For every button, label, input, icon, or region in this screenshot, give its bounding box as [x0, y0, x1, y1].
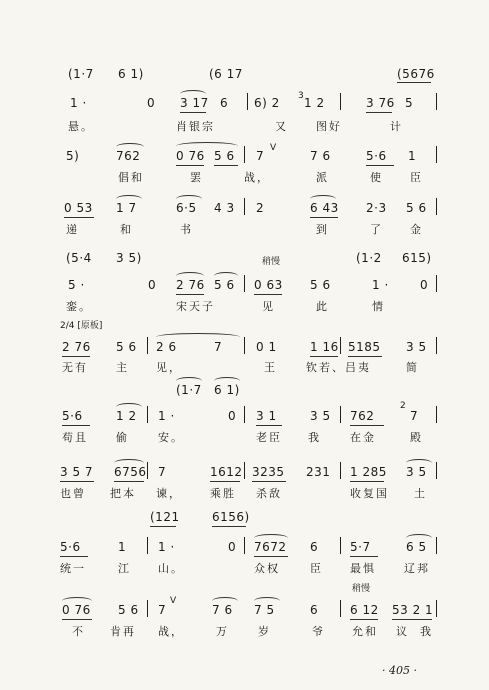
- lyric: 使: [370, 171, 383, 184]
- lyric: 了: [370, 223, 383, 236]
- lyric: 杀敌: [256, 487, 282, 500]
- underline: [350, 425, 384, 426]
- barline: [340, 537, 341, 554]
- lyric: 统一: [60, 562, 86, 575]
- meter-marking: 2/4 [原板]: [60, 321, 103, 331]
- lyric: 到: [316, 223, 329, 236]
- underline: [366, 112, 392, 113]
- underline: [60, 481, 94, 482]
- barline: [147, 462, 148, 479]
- lyric: 肖银宗: [176, 120, 215, 133]
- upper-notation: (5676: [397, 67, 435, 81]
- note-group: 1 2: [304, 96, 325, 110]
- upper-notation: 3 5): [116, 251, 142, 265]
- note-group: 5 6: [214, 278, 235, 292]
- lyric: 臣: [410, 171, 423, 184]
- barline: [436, 600, 437, 617]
- note-group: 7672: [254, 540, 287, 554]
- lyric: 议: [396, 625, 409, 638]
- note-group: 6: [310, 603, 319, 617]
- lyric: 允和: [352, 625, 378, 638]
- lyric: 无有: [62, 361, 88, 374]
- lyric: 简: [406, 361, 419, 374]
- lyric: 收复国: [350, 487, 389, 500]
- underline: [176, 294, 204, 295]
- upper-notation: 6156): [212, 510, 250, 524]
- note-group: 5: [405, 96, 414, 110]
- upper-notation: 615): [402, 251, 432, 265]
- note-group: 0: [228, 409, 237, 423]
- underline: [256, 425, 282, 426]
- underline: [350, 619, 378, 620]
- page-number: · 405 ·: [382, 664, 417, 677]
- underline: [392, 619, 432, 620]
- underline: [64, 217, 94, 218]
- note-group: 0 1: [256, 340, 277, 354]
- underline: [60, 556, 88, 557]
- lyric: 不: [72, 625, 85, 638]
- note-group: 3 1: [256, 409, 277, 423]
- note-group: 2 76: [62, 340, 91, 354]
- barline: [340, 600, 341, 617]
- upper-notation: (5·4: [66, 251, 92, 265]
- underline: [150, 526, 176, 527]
- underline: [62, 356, 90, 357]
- underline: [114, 481, 144, 482]
- barline: [244, 146, 245, 163]
- lyric: 派: [316, 171, 329, 184]
- note-group: 0: [228, 540, 237, 554]
- note-group: 3 76: [366, 96, 395, 110]
- slur: [176, 377, 202, 385]
- lyric: 金: [410, 223, 423, 236]
- lyric: 最惧: [350, 562, 376, 575]
- underline: [210, 481, 240, 482]
- lyric: 在金: [350, 431, 376, 444]
- note-group: 0: [148, 278, 157, 292]
- barline: [244, 406, 245, 423]
- underline: [212, 526, 246, 527]
- note-group: 5 6: [310, 278, 331, 292]
- lyric: 辽邦: [404, 562, 430, 575]
- upper-notation: (1·7: [176, 383, 202, 397]
- note-group: 2 6: [156, 340, 177, 354]
- note-group: 6·5: [176, 201, 197, 215]
- underline: [254, 294, 282, 295]
- lyric: 苟且: [62, 431, 88, 444]
- underline: [214, 165, 238, 166]
- note-group: 7: [158, 603, 167, 617]
- lyric: 罢: [190, 171, 203, 184]
- lyric: 土: [414, 487, 427, 500]
- barline: [436, 275, 437, 292]
- slur: [116, 195, 142, 203]
- note-group: 3 5: [310, 409, 331, 423]
- barline: [436, 146, 437, 163]
- slur: [254, 597, 280, 605]
- upper-notation: 6 1): [214, 383, 240, 397]
- note-group: 1 7: [116, 201, 137, 215]
- note-group: 6 43: [310, 201, 339, 215]
- note-group: 1 16: [310, 340, 339, 354]
- upper-notation: (1·2: [356, 251, 382, 265]
- note-group: 7: [410, 409, 419, 423]
- upper-notation: 6 1): [118, 67, 144, 81]
- note-group: 5185: [348, 340, 381, 354]
- note-group: 7 6: [310, 149, 331, 163]
- barline: [436, 93, 437, 110]
- note-group: 2: [256, 201, 265, 215]
- barline: [340, 406, 341, 423]
- underline: [62, 619, 92, 620]
- lyric: 我: [308, 431, 321, 444]
- note-group: 7: [256, 149, 265, 163]
- lyric: 江: [118, 562, 131, 575]
- barline: [340, 337, 341, 354]
- note-group: 6756: [114, 465, 147, 479]
- note-group: 2·3: [366, 201, 387, 215]
- lyric: 也曾: [60, 487, 86, 500]
- note-group: 3 17: [180, 96, 209, 110]
- upper-notation: (1·7: [68, 67, 94, 81]
- note-group: 5·6: [62, 409, 83, 423]
- lyric: 偷: [116, 431, 129, 444]
- lyric: 战，: [158, 625, 184, 638]
- upper-notation: (121: [150, 510, 180, 524]
- grace-note: 2: [400, 401, 406, 411]
- underline: [310, 356, 338, 357]
- note-group: 5 ·: [68, 278, 85, 292]
- lyric: 岁: [258, 625, 271, 638]
- note-group: 1: [118, 540, 127, 554]
- slur: [156, 333, 240, 341]
- note-group: 6 12: [350, 603, 379, 617]
- note-group: 6) 2: [254, 96, 280, 110]
- note-group: 2 76: [176, 278, 205, 292]
- tempo-marking: 稍慢: [262, 257, 281, 267]
- underline: [180, 112, 206, 113]
- barline: [147, 337, 148, 354]
- underline: [348, 356, 382, 357]
- note-group: 1 2: [116, 409, 137, 423]
- barline: [247, 93, 248, 110]
- note-group: 7 5: [254, 603, 275, 617]
- note-group: 5): [66, 149, 80, 163]
- slur: [214, 272, 238, 280]
- lyric: 安。: [158, 431, 184, 444]
- tempo-marking: 稍慢: [352, 584, 371, 594]
- note-group: 53 2 1: [392, 603, 434, 617]
- underline: [350, 481, 384, 482]
- underline: [62, 425, 90, 426]
- lyric: 把本: [110, 487, 136, 500]
- lyric: 见，: [156, 361, 182, 374]
- note-group: 1 ·: [158, 409, 175, 423]
- note-group: 0 76: [62, 603, 91, 617]
- upper-notation: (6 17: [209, 67, 243, 81]
- note-group: 0 63: [254, 278, 283, 292]
- lyric: 情: [372, 300, 385, 313]
- lyric: 计: [390, 120, 403, 133]
- slur: [212, 597, 238, 605]
- note-group: 762: [350, 409, 375, 423]
- note-group: 0: [420, 278, 429, 292]
- note-group: 1 ·: [158, 540, 175, 554]
- note-group: 5·7: [350, 540, 371, 554]
- barline: [340, 93, 341, 110]
- note-group: 6 5: [406, 540, 427, 554]
- note-group: 7 6: [212, 603, 233, 617]
- grace-note: 3: [298, 91, 304, 101]
- barline: [244, 198, 245, 215]
- lyric: 我: [420, 625, 433, 638]
- breath-mark: V: [170, 596, 177, 606]
- slur: [114, 459, 144, 467]
- barline: [340, 462, 341, 479]
- lyric: 銮。: [66, 300, 92, 313]
- lyric: 王: [264, 361, 277, 374]
- lyric: 悬。: [68, 120, 94, 133]
- slur: [62, 597, 92, 605]
- lyric: 见: [262, 300, 275, 313]
- lyric: 众权: [254, 562, 280, 575]
- barline: [244, 537, 245, 554]
- note-group: 0 53: [64, 201, 93, 215]
- lyric: 乘胜: [210, 487, 236, 500]
- note-group: 5 6: [116, 340, 137, 354]
- slur: [176, 272, 204, 280]
- slur: [176, 195, 202, 203]
- slur: [310, 195, 336, 203]
- note-group: 6: [310, 540, 319, 554]
- barline: [436, 198, 437, 215]
- underline: [176, 165, 204, 166]
- underline: [254, 556, 288, 557]
- barline: [244, 337, 245, 354]
- note-group: 1: [408, 149, 417, 163]
- note-group: 5 6: [406, 201, 427, 215]
- lyric: 谏，: [156, 487, 182, 500]
- note-group: 6: [220, 96, 229, 110]
- note-group: 0 76: [176, 149, 205, 163]
- note-group: 1612: [210, 465, 243, 479]
- slur: [214, 377, 240, 385]
- note-group: 3235: [252, 465, 285, 479]
- slur: [254, 534, 288, 542]
- lyric: 宋天子: [176, 300, 215, 313]
- slur: [180, 90, 206, 98]
- barline: [244, 275, 245, 292]
- underline: [350, 556, 378, 557]
- note-group: 3 5 7: [60, 465, 94, 479]
- underline: [310, 217, 338, 218]
- barline: [436, 406, 437, 423]
- barline: [244, 462, 245, 479]
- note-group: 5·6: [60, 540, 81, 554]
- underline: [366, 165, 394, 166]
- note-group: 5 6: [214, 149, 235, 163]
- note-group: 7: [158, 465, 167, 479]
- lyric: 递: [66, 223, 79, 236]
- note-group: 3 5: [406, 340, 427, 354]
- underline: [252, 481, 286, 482]
- note-group: 5 6: [118, 603, 139, 617]
- slur: [406, 534, 432, 542]
- barline: [147, 537, 148, 554]
- breath-mark: V: [270, 143, 277, 153]
- barline: [436, 537, 437, 554]
- lyric: 钦若、吕夷: [306, 361, 371, 374]
- barline: [147, 406, 148, 423]
- lyric: 万: [216, 625, 229, 638]
- lyric: 和: [120, 223, 133, 236]
- lyric: 倡和: [118, 171, 144, 184]
- lyric: 山。: [158, 562, 184, 575]
- lyric: 主: [116, 361, 129, 374]
- barline: [436, 337, 437, 354]
- note-group: 0: [147, 96, 156, 110]
- barline: [436, 462, 437, 479]
- lyric: 殿: [410, 431, 423, 444]
- lyric: 爷: [312, 625, 325, 638]
- note-group: 1 ·: [70, 96, 87, 110]
- lyric: 战，: [244, 171, 270, 184]
- lyric: 肯再: [110, 625, 136, 638]
- slur: [116, 403, 142, 411]
- note-group: 7: [214, 340, 223, 354]
- lyric: 臣: [310, 562, 323, 575]
- note-group: 1 285: [350, 465, 387, 479]
- note-group: 1 ·: [372, 278, 389, 292]
- slur: [406, 459, 432, 467]
- lyric: 书: [180, 223, 193, 236]
- underline: [397, 82, 431, 83]
- slur: [176, 142, 238, 150]
- lyric: 老臣: [256, 431, 282, 444]
- lyric: 此: [316, 300, 329, 313]
- barline: [147, 600, 148, 617]
- slur: [116, 143, 144, 151]
- lyric: 又: [275, 120, 288, 133]
- note-group: 231: [306, 465, 331, 479]
- lyric: 图好: [316, 120, 342, 133]
- note-group: 4 3: [214, 201, 235, 215]
- note-group: 3 5: [406, 465, 427, 479]
- note-group: 762: [116, 149, 141, 163]
- note-group: 5·6: [366, 149, 387, 163]
